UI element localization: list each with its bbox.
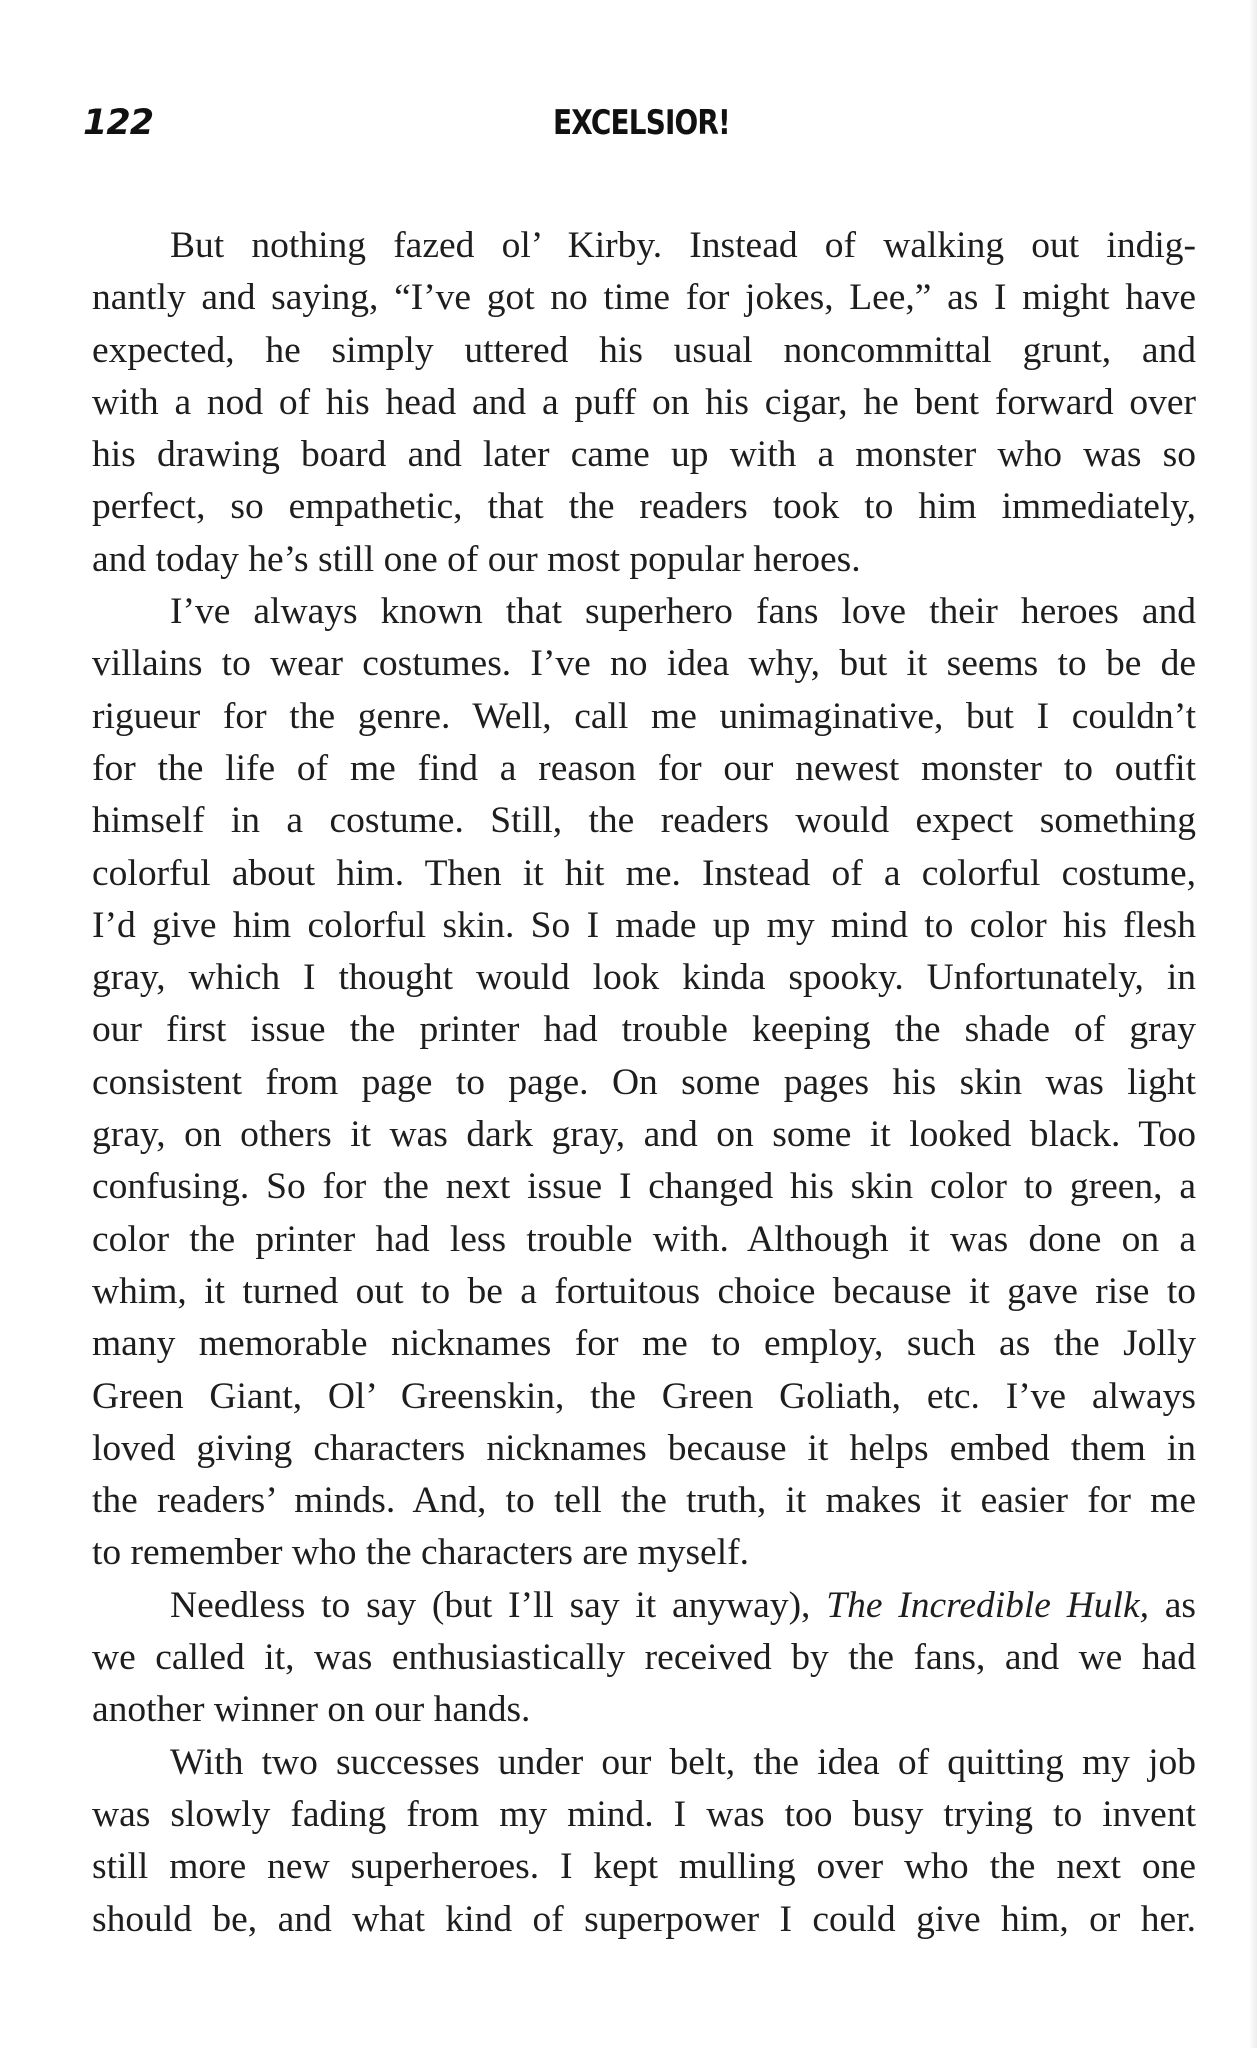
text-run: Needless to say (but I’ll say it anyway), xyxy=(170,1584,811,1626)
text-line: But nothing fazed ol’ Kirby. Instead of walking out indig- xyxy=(170,225,1196,266)
text-line: and today he’s still one of our most popular heroes. xyxy=(92,538,861,580)
text-line: consistent from page to page. On some pages his skin was light xyxy=(92,1061,1196,1103)
text-line: for the life of me find a reason for our newest monster to outfit xyxy=(92,747,1196,789)
text-run: as xyxy=(1164,1584,1197,1626)
page-number: 122 xyxy=(83,103,154,143)
text-line: confusing. So for the next issue I changed his skin color to green, a xyxy=(92,1166,1196,1208)
text-line: to remember who the characters are myself. xyxy=(92,1532,749,1574)
text-line: we called it, was enthusiastically received by the fans, and we had xyxy=(92,1637,1196,1679)
text-line: the readers’ minds. And, to tell the truth, it makes it easier for me xyxy=(92,1480,1196,1522)
text-line xyxy=(92,1580,1196,1632)
text-line: gray, which I thought would look kinda spooky. Unfortunately, in xyxy=(92,957,1196,999)
text-line: many memorable nicknames for me to employ, such as the Jolly xyxy=(92,1323,1196,1365)
text-line: gray, on others it was dark gray, and on some it looked black. Too xyxy=(92,1114,1196,1156)
running-title: EXCELSIOR! xyxy=(553,103,730,143)
text-line: colorful about him. Then it hit me. Instead of a colorful costume, xyxy=(92,852,1196,894)
running-header xyxy=(0,98,1257,148)
page-edge-shadow xyxy=(1249,0,1257,2048)
text-line: loved giving characters nicknames because it helps embed them in xyxy=(92,1427,1196,1469)
text-line: villains to wear costumes. I’ve no idea why, but it seems to be de xyxy=(92,643,1196,685)
text-line: expected, he simply uttered his usual noncommittal grunt, and xyxy=(92,329,1196,371)
text-line: was slowly fading from my mind. I was too busy trying to invent xyxy=(92,1793,1196,1835)
text-line: his drawing board and later came up with a monster who was so xyxy=(92,434,1196,476)
text-line: rigueur for the genre. Well, call me unimaginative, but I couldn’t xyxy=(92,695,1196,737)
text-line: I’ve always known that superhero fans love their heroes and xyxy=(170,591,1196,633)
book-title-italic: The Incredible Hulk, xyxy=(826,1584,1149,1626)
text-line: Green Giant, Ol’ Greenskin, the Green Goliath, etc. I’ve always xyxy=(92,1375,1196,1417)
body-text xyxy=(92,220,1196,1946)
text-line: himself in a costume. Still, the readers would expect something xyxy=(92,800,1196,842)
text-line: with a nod of his head and a puff on his cigar, he bent forward over xyxy=(92,381,1196,423)
text-line: color the printer had less trouble with. Although it was done on a xyxy=(92,1218,1196,1260)
text-line: perfect, so empathetic, that the readers took to him immediately, xyxy=(92,486,1196,528)
text-line: With two successes under our belt, the idea of quitting my job xyxy=(170,1741,1196,1783)
text-line: I’d give him colorful skin. So I made up my mind to color his flesh xyxy=(92,904,1196,946)
text-line: whim, it turned out to be a fortuitous choice because it gave rise to xyxy=(92,1270,1196,1312)
text-line: another winner on our hands. xyxy=(92,1689,531,1731)
text-line: still more new superheroes. I kept mulling over who the next one xyxy=(92,1846,1196,1888)
text-line: our first issue the printer had trouble keeping the shade of gray xyxy=(92,1009,1196,1051)
text-line: should be, and what kind of superpower I could give him, or her. xyxy=(92,1898,1196,1940)
text-line: nantly and saying, “I’ve got no time for jokes, Lee,” as I might have xyxy=(92,277,1196,319)
